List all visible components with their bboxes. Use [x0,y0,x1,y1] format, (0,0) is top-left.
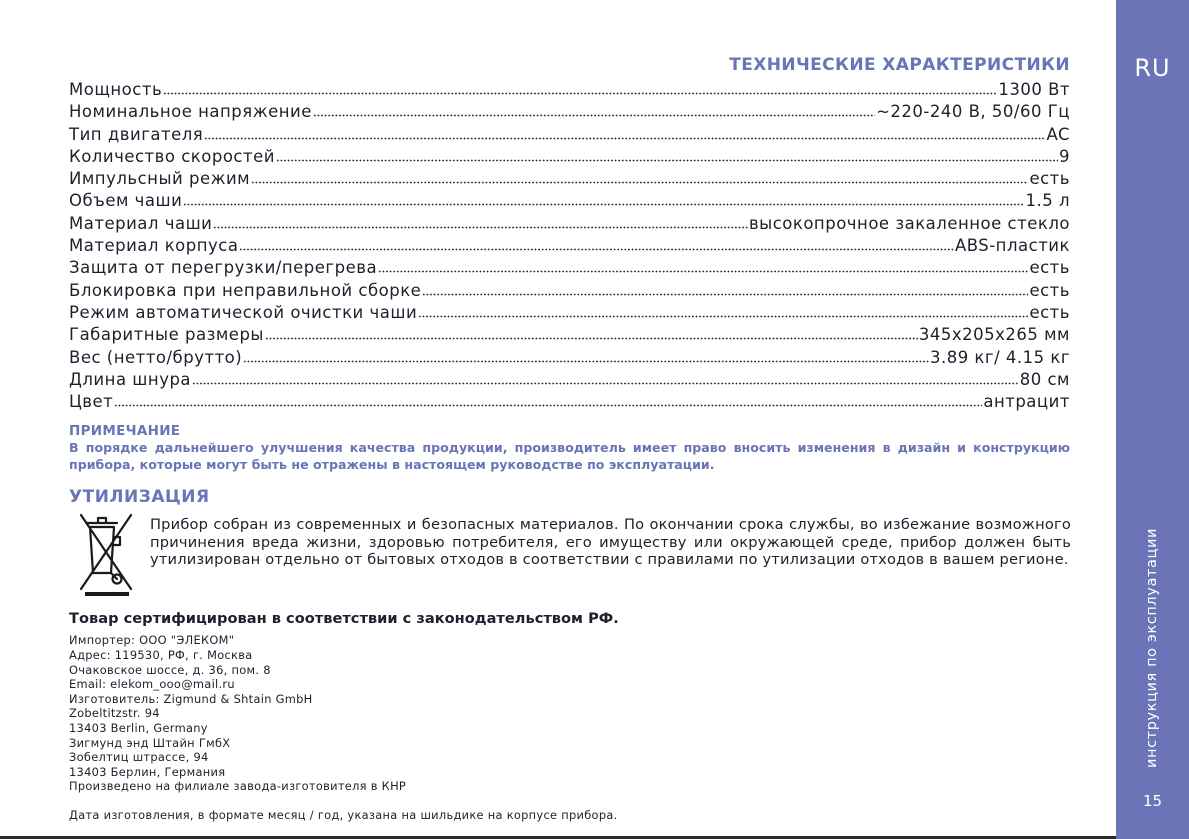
dot-leader [378,261,1028,275]
importer-line: Произведено на филиале завода-изготовителя в КНР [69,779,407,794]
spec-row [69,146,1070,168]
spec-row [69,257,1070,279]
page-content [69,54,1070,822]
spec-value: 80 см [1019,369,1070,389]
certification-statement: Товар сертифицирован в соответствии с законодательством РФ. [69,610,619,628]
manufacture-date-note: Дата изготовления, в формате месяц / год, указана на шильдике на корпусе прибора. [69,807,618,822]
dot-leader [265,328,918,342]
importer-line: Зигмунд энд Штайн ГмбХ [69,735,231,750]
spec-label: Импульсный режим [69,169,251,189]
importer-line: Адрес: 119530, РФ, г. Москва [69,648,253,663]
dot-leader [114,395,982,409]
spec-value: есть [1029,169,1070,189]
spec-label: Блокировка при неправильной сборке [69,280,422,300]
spec-label: Материал чаши [69,213,213,233]
dot-leader [183,194,1024,208]
importer-line: Zobeltitzstr. 94 [69,706,160,721]
spec-row [69,391,1070,413]
dot-leader [163,83,997,97]
spec-label: Материал корпуса [69,236,239,256]
spec-value: AC [1046,124,1070,144]
spec-label: Мощность [69,80,163,99]
dot-leader [251,172,1028,186]
specs-list [69,79,1070,413]
spec-label: Вес (нетто/брутто) [69,347,243,367]
dot-leader [422,284,1028,298]
page-number: 15 [1142,792,1163,810]
spec-row [69,369,1070,391]
spec-label: Количество скоростей [69,146,275,166]
spec-value: 1300 Вт [998,80,1070,99]
dot-leader [418,306,1028,320]
spec-value: антрацит [983,392,1070,412]
spec-row [69,213,1070,235]
spec-row [69,302,1070,324]
spec-row [69,124,1070,146]
importer-line: 13403 Берлин, Германия [69,764,226,779]
spec-row [69,101,1070,123]
spec-label: Номинальное напряжение [69,102,312,122]
spec-value: 345x205x265 мм [918,325,1070,345]
spec-value: есть [1029,302,1070,322]
dot-leader [204,128,1045,142]
importer-line: Email: elekom_ooo@mail.ru [69,677,235,692]
manual-title-vertical: инструкция по эксплуатации [1144,527,1160,769]
importer-line: Изготовитель: Zigmund & Shtain GmbH [69,691,313,706]
spec-label: Тип двигателя [69,124,204,144]
specs-title: ТЕХНИЧЕСКИЕ ХАРАКТЕРИСТИКИ [729,55,1070,75]
dot-leader [213,217,748,231]
spec-value: есть [1029,280,1070,300]
importer-line: Зобелтиц штрассе, 94 [69,750,209,765]
importer-info [69,633,1070,794]
spec-label: Габаритные размеры [69,325,264,345]
utilization-title: УТИЛИЗАЦИЯ [69,487,210,508]
spec-row [69,168,1070,190]
spec-value: есть [1029,258,1070,278]
dot-leader [313,105,875,119]
note-title: ПРИМЕЧАНИЕ [69,423,181,440]
spec-row [69,347,1070,369]
spec-value: 1.5 л [1025,191,1070,211]
importer-line: Импортер: ООО "ЭЛЕКОМ" [69,633,235,648]
spec-row [69,235,1070,257]
spec-label: Защита от перегрузки/перегрева [69,258,378,278]
dot-leader [243,351,929,365]
importer-line: Очаковское шоссе, д. 36, пом. 8 [69,662,271,677]
dot-leader [276,150,1058,164]
crossed-out-wheelie-bin-icon [77,511,137,597]
utilization-row [69,511,1070,603]
spec-label: Объем чаши [69,191,183,211]
dot-leader [239,239,953,253]
importer-line: 13403 Berlin, Germany [69,721,208,736]
utilization-text: Прибор собран из современных и безопасных материалов. По окончании срока службы, во избежание возможного причинения вреда жизни, здоровью потребителя, его имуществу или окружающей среде, прибор должен быть утилизирован отдельно от бытовых отходов в соответствии с правилами по утилизации отходов в вашем регионе. [150,516,1071,569]
spec-value: высокопрочное закаленное стекло [748,213,1070,233]
spec-label: Длина шнура [69,369,192,389]
dot-leader [192,373,1019,387]
spec-label: Режим автоматической очистки чаши [69,302,418,322]
spec-row [69,190,1070,212]
spec-row [69,79,1070,101]
language-label: RU [1134,54,1171,82]
sidebar [1116,0,1189,839]
spec-value: ~220-240 В, 50/60 Гц [876,102,1070,122]
spec-label: Цвет [69,392,114,412]
note-text: В порядке дальнейшего улучшения качества продукции, производитель имеет право вносить изменения в дизайн и конструкцию прибора, которые могут быть не отражены в настоящем руководстве по эксплуатации. [69,440,1070,473]
spec-value: 9 [1059,146,1070,166]
spec-row [69,280,1070,302]
spec-row [69,324,1070,346]
spec-value: 3.89 кг/ 4.15 кг [929,347,1070,367]
spec-value: ABS-пластик [954,236,1070,256]
